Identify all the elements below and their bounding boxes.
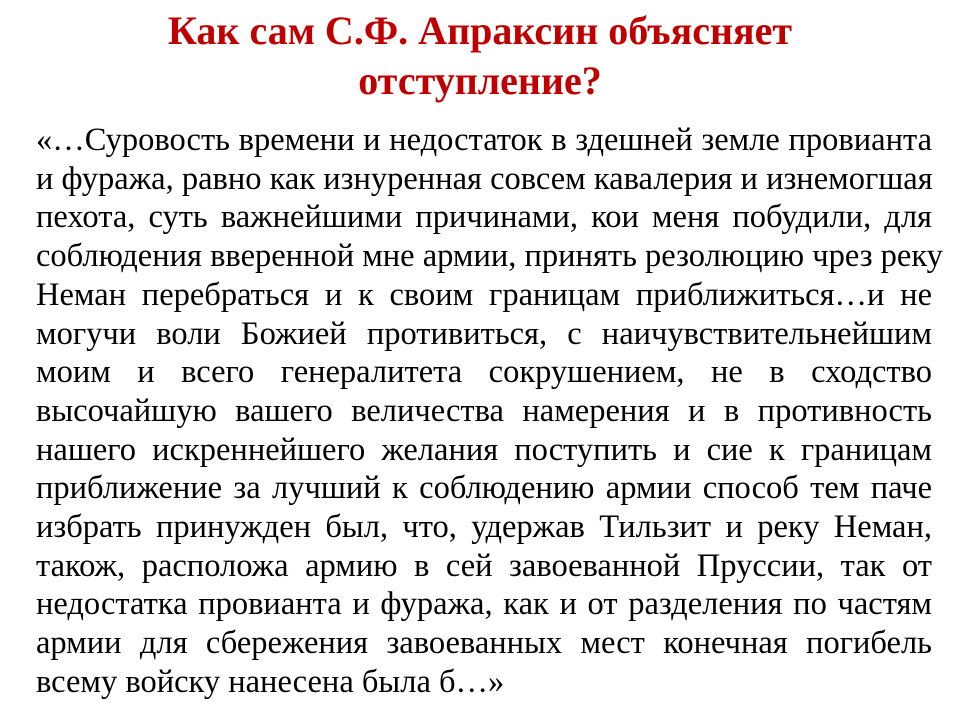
- quote-line: всему войску нанесена была б…»: [36, 663, 505, 700]
- quote-line: «…Суровость времени и недостаток в здешней земле провианта: [36, 122, 932, 158]
- quote-line: высочайшую вашего величества намерения и в противность: [36, 392, 932, 429]
- quote-line: недостатка провианта и фуража, как и от разделения по частям: [36, 586, 932, 623]
- quote-line: соблюдения вверенной мне армии, принять резолюцию чрез реку: [36, 238, 943, 275]
- quote-line: пехота, суть важнейшими причинами, кои меня побудили, для: [36, 199, 932, 236]
- quote-line: приближение за лучший к соблюдению армии способ тем паче: [36, 470, 932, 507]
- slide-title: [80, 6, 880, 106]
- quote-line: також, расположа армию в сей завоеванной Пруссии, так от: [36, 547, 932, 584]
- quote-line: избрать принужден был, что, удержав Тильзит и реку Неман,: [36, 509, 932, 546]
- quote-line: армии для сбережения завоеванных мест конечная погибель: [36, 625, 932, 662]
- quote-line: могучи воли Божией противиться, с наичувствительнейшим: [36, 315, 932, 352]
- quote-line: моим и всего генералитета сокрушением, не в сходство: [36, 354, 932, 391]
- quote-line: нашего искреннейшего желания поступить и сие к границам: [36, 431, 932, 468]
- quote-line: и фуража, равно как изнуренная совсем кавалерия и изнемогшая: [36, 160, 933, 197]
- quote-text: [36, 121, 943, 702]
- quote-line: Неман перебраться и к своим границам приближиться…и не: [36, 276, 932, 313]
- title-line-1: Как сам С.Ф. Апраксин объясняет: [167, 8, 793, 53]
- title-line-2: отступление?: [358, 58, 602, 103]
